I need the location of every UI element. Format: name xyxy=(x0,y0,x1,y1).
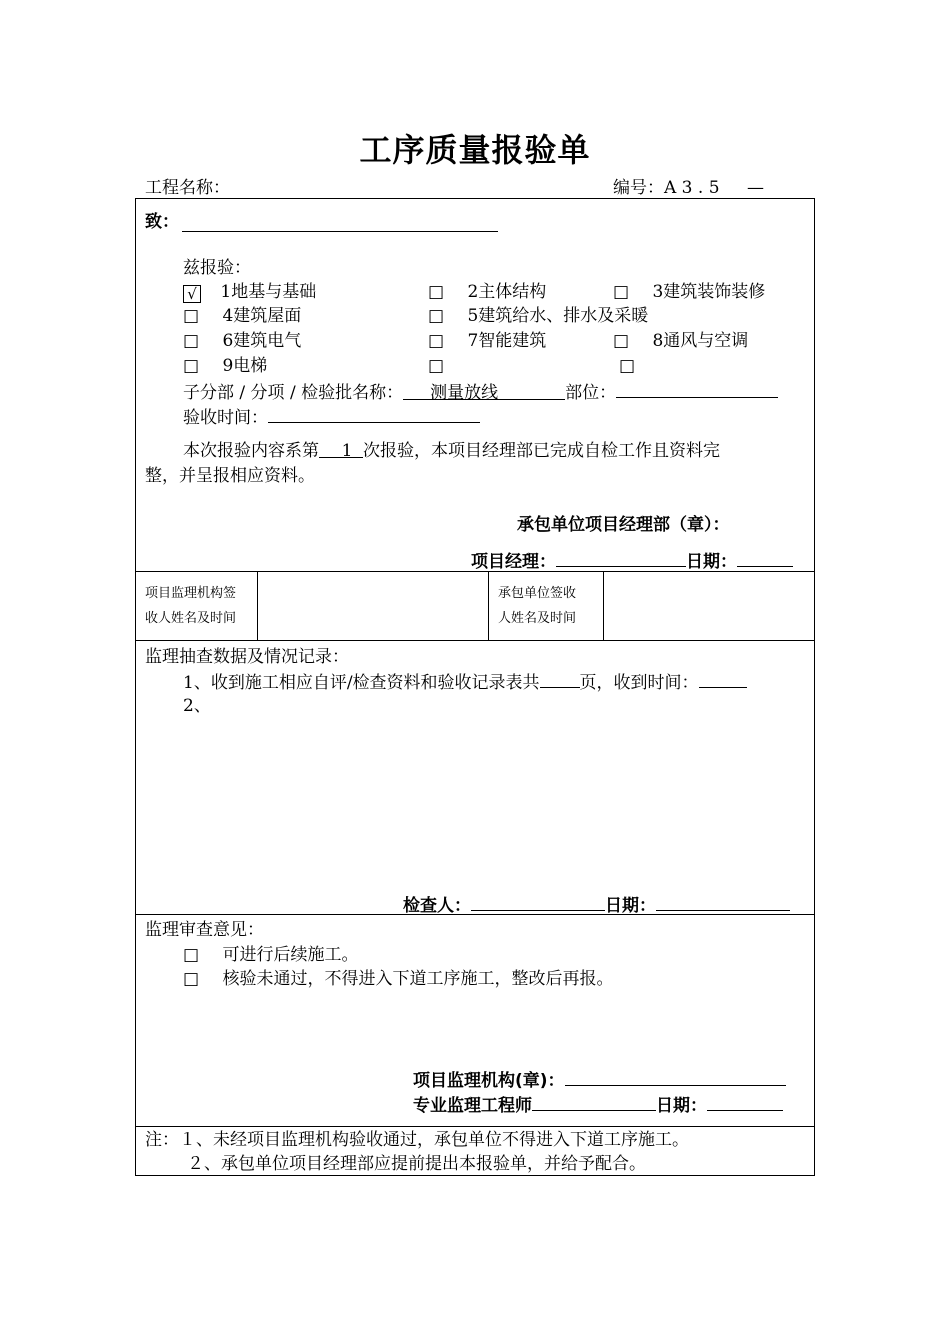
checkbox-item-roof[interactable] xyxy=(183,304,301,328)
engineer-date-label: 日期： xyxy=(656,1096,707,1116)
form-number xyxy=(613,176,764,200)
checkbox-label: 7智能建筑 xyxy=(467,331,547,351)
contractor-dept-label: 承包单位项目经理部（章）： xyxy=(517,515,730,535)
inspector-date-label: 日期： xyxy=(605,896,656,916)
sub-item-value-field[interactable] xyxy=(403,381,565,403)
location-field[interactable] xyxy=(616,379,778,398)
content-count-field[interactable] xyxy=(319,439,363,461)
checkbox-label: 2主体结构 xyxy=(467,282,547,302)
inspection-item-1 xyxy=(183,669,747,695)
checkbox-box[interactable]: □ xyxy=(428,356,445,376)
inspector-label: 检查人： xyxy=(403,896,471,916)
checkbox-label: 5建筑给水、排水及采暖 xyxy=(467,306,649,326)
checkbox-box[interactable]: □ xyxy=(428,282,445,302)
table-left-border xyxy=(135,198,136,1176)
checkbox-item-electrical[interactable] xyxy=(183,329,301,353)
review-bottom-border xyxy=(135,1126,815,1127)
checkbox-item-blank-2[interactable] xyxy=(619,354,635,378)
review-option-label: 核验未通过，不得进入下道工序施工，整改后再报。 xyxy=(222,969,614,989)
checkbox-box[interactable]: □ xyxy=(428,331,445,351)
content-statement-line2: 整，并呈报相应资料。 xyxy=(145,466,315,486)
contractor-sign-cell[interactable] xyxy=(604,572,813,640)
acceptance-time-row xyxy=(183,404,480,430)
to-recipient-field[interactable] xyxy=(182,231,498,232)
checkbox-box[interactable]: □ xyxy=(183,306,200,326)
pm-date-field[interactable] xyxy=(737,548,793,567)
inspector-date-field[interactable] xyxy=(656,892,790,911)
checkbox-label: 9电梯 xyxy=(222,356,268,376)
checkbox-item-decoration[interactable] xyxy=(613,280,765,304)
inspection-bottom-border xyxy=(135,914,815,915)
checkbox-item-main-structure[interactable] xyxy=(428,280,546,304)
checkbox-label: 1地基与基础 xyxy=(220,282,317,302)
checkbox-item-blank-1[interactable] xyxy=(428,354,444,378)
checkbox-label: 6建筑电气 xyxy=(222,331,302,351)
checkbox-item-elevator[interactable] xyxy=(183,354,267,378)
supervision-org-field[interactable] xyxy=(565,1067,786,1086)
pm-signature-field[interactable] xyxy=(556,548,686,567)
checkbox-label: 8通风与空调 xyxy=(652,331,749,351)
page-title: 工序质量报验单 xyxy=(359,131,591,169)
checkbox-label: 4建筑屋面 xyxy=(222,306,302,326)
sub-item-row xyxy=(183,379,778,405)
checkbox-box[interactable]: □ xyxy=(613,282,630,302)
inspection-item-1-mid: 页，收到时间： xyxy=(579,673,699,693)
contractor-sign-label-line1: 承包单位签收 xyxy=(498,586,577,601)
supervisor-sign-label xyxy=(145,581,236,631)
table-top-border xyxy=(135,198,815,199)
project-name-label: 工程名称： xyxy=(145,178,230,198)
inspection-heading: 监理抽查数据及情况记录： xyxy=(145,647,349,667)
engineer-row xyxy=(413,1092,783,1118)
table-right-border xyxy=(814,198,815,1176)
content-count: 1 xyxy=(341,441,353,461)
supervisor-sign-label-line2: 收人姓名及时间 xyxy=(145,611,237,626)
supervision-org-label: 项目监理机构(章)： xyxy=(413,1071,565,1091)
sub-item-label: 子分部 / 分项 / 检验批名称： xyxy=(183,383,404,403)
inspection-item-2: 2、 xyxy=(183,696,211,716)
engineer-date-field[interactable] xyxy=(707,1092,783,1111)
checkbox-label: 3建筑装饰装修 xyxy=(652,282,766,302)
checkbox-item-water-heating[interactable] xyxy=(428,304,648,328)
pm-label: 项目经理： xyxy=(471,552,556,572)
engineer-label: 专业监理工程师 xyxy=(413,1096,532,1116)
checkbox-box[interactable]: □ xyxy=(183,969,200,989)
sub-item-value: 测量放线 xyxy=(430,383,499,403)
checkbox-item-hvac[interactable] xyxy=(613,329,748,353)
checkbox-box[interactable]: □ xyxy=(613,331,630,351)
checkbox-box[interactable]: □ xyxy=(183,331,200,351)
note-line-1: 注：１、未经项目监理机构验收通过，承包单位不得进入下道工序施工。 xyxy=(145,1130,689,1150)
pm-date-label: 日期： xyxy=(686,552,737,572)
review-option-label: 可进行后续施工。 xyxy=(222,945,359,965)
note-line-2: ２、承包单位项目经理部应提前提出本报验单，并给予配合。 xyxy=(187,1154,646,1174)
inspection-received-time-field[interactable] xyxy=(699,669,747,688)
review-option-reject[interactable] xyxy=(183,967,613,991)
supervision-org-row xyxy=(413,1067,786,1093)
sign-row-bottom-border xyxy=(135,640,815,641)
inspection-pages-field[interactable] xyxy=(540,669,580,688)
form-number-label: 编号： xyxy=(613,178,664,198)
acceptance-time-label: 验收时间： xyxy=(183,408,268,428)
content-pre: 本次报验内容系第 xyxy=(183,441,319,461)
location-label: 部位： xyxy=(565,383,617,403)
review-heading: 监理审查意见： xyxy=(145,920,264,940)
engineer-signature-field[interactable] xyxy=(532,1092,656,1111)
to-label: 致： xyxy=(145,212,179,232)
acceptance-time-field[interactable] xyxy=(268,404,480,423)
checkbox-item-intelligent[interactable] xyxy=(428,329,546,353)
supervisor-sign-label-line1: 项目监理机构签 xyxy=(145,586,237,601)
contractor-sign-label xyxy=(498,581,576,631)
inspection-item-1-pre: 1、收到施工相应自评/检查资料和验收记录表共 xyxy=(183,673,540,693)
contractor-sign-label-line2: 人姓名及时间 xyxy=(498,611,577,626)
checkbox-box[interactable]: □ xyxy=(619,356,636,376)
checkbox-checked[interactable]: √ xyxy=(183,285,201,303)
checkbox-box[interactable]: □ xyxy=(183,945,200,965)
form-number-value: A 3 . 5 xyxy=(664,178,720,198)
content-statement-line1 xyxy=(183,439,720,463)
checkbox-item-foundation[interactable] xyxy=(183,280,316,304)
checkbox-box[interactable]: □ xyxy=(183,356,200,376)
form-number-suffix: — xyxy=(746,178,764,198)
inspector-signature-field[interactable] xyxy=(471,892,605,911)
content-post: 次报验，本项目经理部已完成自检工作且资料完 xyxy=(363,441,720,461)
checkbox-box[interactable]: □ xyxy=(428,306,445,326)
supervisor-sign-cell[interactable] xyxy=(258,572,487,640)
report-intro: 兹报验： xyxy=(183,258,251,278)
sign-row-divider-2 xyxy=(488,571,489,641)
review-option-proceed[interactable] xyxy=(183,943,358,967)
